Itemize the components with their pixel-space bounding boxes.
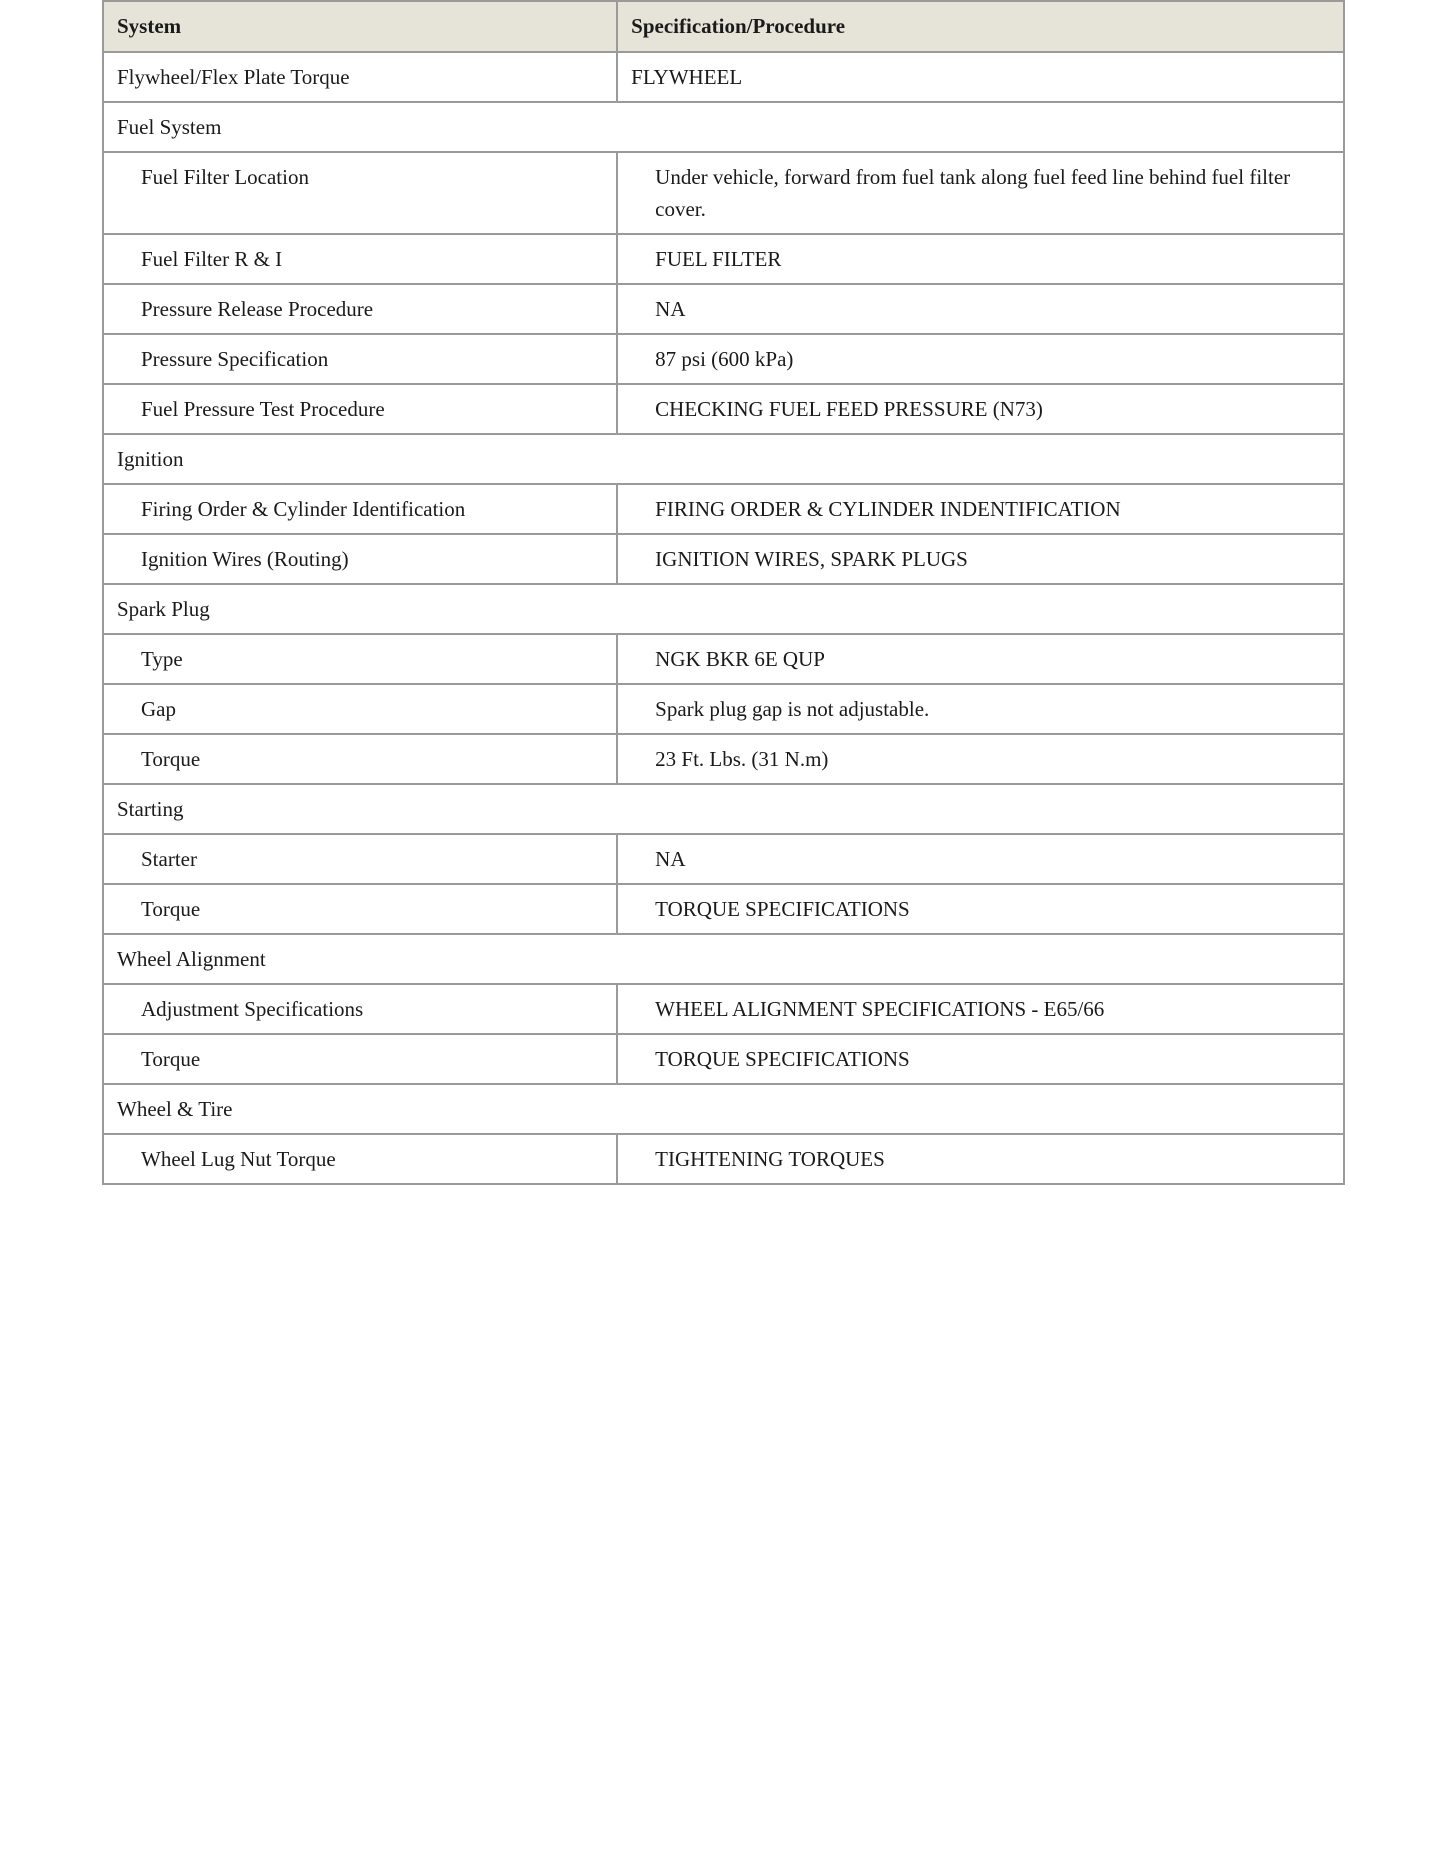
specification-table: [102, 0, 1345, 1185]
specification-cell: TIGHTENING TORQUES: [617, 1134, 1344, 1184]
system-cell: Torque: [103, 734, 617, 784]
system-cell: Fuel Filter Location: [103, 152, 617, 234]
system-cell: Torque: [103, 1034, 617, 1084]
specification-cell: 23 Ft. Lbs. (31 N.m): [617, 734, 1344, 784]
system-cell: Adjustment Specifications: [103, 984, 617, 1034]
section-row: [103, 584, 1344, 634]
system-cell: Pressure Release Procedure: [103, 284, 617, 334]
specification-cell: NGK BKR 6E QUP: [617, 634, 1344, 684]
header-row: [103, 1, 1344, 52]
table-row: [103, 884, 1344, 934]
specification-cell: WHEEL ALIGNMENT SPECIFICATIONS - E65/66: [617, 984, 1344, 1034]
system-cell: Firing Order & Cylinder Identification: [103, 484, 617, 534]
table-row: [103, 734, 1344, 784]
section-heading: Starting: [103, 784, 1344, 834]
specification-cell: FUEL FILTER: [617, 234, 1344, 284]
section-heading: Ignition: [103, 434, 1344, 484]
system-cell: Pressure Specification: [103, 334, 617, 384]
table-row: [103, 1134, 1344, 1184]
specification-cell: NA: [617, 284, 1344, 334]
table-row: [103, 984, 1344, 1034]
system-cell: Flywheel/Flex Plate Torque: [103, 52, 617, 102]
table-row: [103, 534, 1344, 584]
specification-cell: FLYWHEEL: [617, 52, 1344, 102]
specification-cell: TORQUE SPECIFICATIONS: [617, 1034, 1344, 1084]
section-heading: Wheel Alignment: [103, 934, 1344, 984]
table-row: [103, 484, 1344, 534]
table-row: [103, 1034, 1344, 1084]
table-row: [103, 284, 1344, 334]
table-body: [103, 52, 1344, 1184]
table-row: [103, 684, 1344, 734]
table-row: [103, 634, 1344, 684]
system-cell: Gap: [103, 684, 617, 734]
section-heading: Spark Plug: [103, 584, 1344, 634]
specification-cell: Under vehicle, forward from fuel tank along fuel feed line behind fuel filter cover.: [617, 152, 1344, 234]
system-cell: Fuel Filter R & I: [103, 234, 617, 284]
specification-cell: NA: [617, 834, 1344, 884]
section-row: [103, 102, 1344, 152]
specification-cell: 87 psi (600 kPa): [617, 334, 1344, 384]
specification-cell: TORQUE SPECIFICATIONS: [617, 884, 1344, 934]
section-row: [103, 1084, 1344, 1134]
table-row: [103, 834, 1344, 884]
specification-cell: FIRING ORDER & CYLINDER INDENTIFICATION: [617, 484, 1344, 534]
section-heading: Wheel & Tire: [103, 1084, 1344, 1134]
table-row: [103, 384, 1344, 434]
specification-cell: CHECKING FUEL FEED PRESSURE (N73): [617, 384, 1344, 434]
table-row: [103, 152, 1344, 234]
column-header-system: System: [103, 1, 617, 52]
specification-cell: IGNITION WIRES, SPARK PLUGS: [617, 534, 1344, 584]
column-header-specification: Specification/Procedure: [617, 1, 1344, 52]
section-row: [103, 784, 1344, 834]
specification-cell: Spark plug gap is not adjustable.: [617, 684, 1344, 734]
section-row: [103, 434, 1344, 484]
section-heading: Fuel System: [103, 102, 1344, 152]
table-row: [103, 234, 1344, 284]
table-header: [103, 1, 1344, 52]
system-cell: Wheel Lug Nut Torque: [103, 1134, 617, 1184]
system-cell: Ignition Wires (Routing): [103, 534, 617, 584]
table-row: [103, 334, 1344, 384]
system-cell: Torque: [103, 884, 617, 934]
table-row: [103, 52, 1344, 102]
system-cell: Fuel Pressure Test Procedure: [103, 384, 617, 434]
system-cell: Type: [103, 634, 617, 684]
system-cell: Starter: [103, 834, 617, 884]
section-row: [103, 934, 1344, 984]
